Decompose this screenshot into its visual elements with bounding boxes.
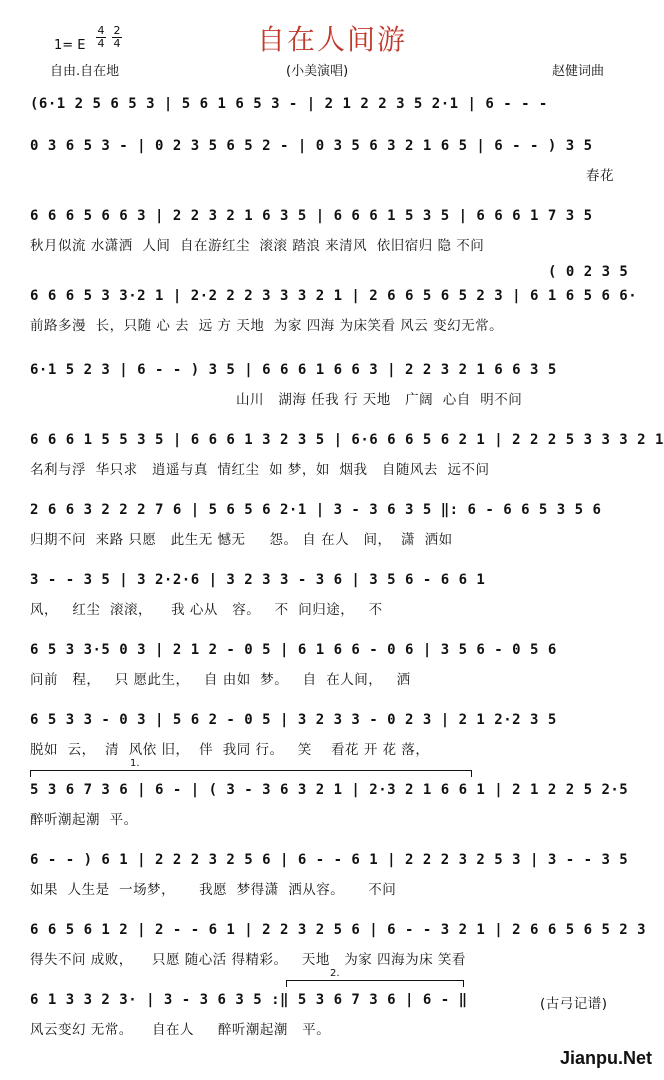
notation-row: 6 6 6 5 3 3·2 1 | 2·2 2 2 3 3 3 2 1 | 2 6 6 5 6 5 2 3 | 6 1 6 5 6 6· [30, 288, 638, 304]
lyric-row: 秋月似流 水潇洒 人间 自在游红尘 滚滚 踏浪 来清风 依旧宿归 隐 不问 [30, 238, 485, 254]
notation-row: 6 6 5 6 1 2 | 2 - - 6 1 | 2 2 3 2 5 6 | 6 - - 3 2 1 | 2 6 6 5 6 5 2 3 [30, 922, 647, 938]
time-a-num: 4 [97, 24, 105, 37]
time-a-den: 4 [97, 37, 105, 50]
watermark: Jianpu.Net [559, 1048, 652, 1068]
time-b-num: 2 [113, 24, 121, 37]
notation-row: 6 5 3 3·5 0 3 | 2 1 2 - 0 5 | 6 1 6 6 - 0 6 | 3 5 6 - 0 5 6 [30, 642, 557, 658]
notation-row: 6 - - ) 6 1 | 2 2 2 3 2 5 6 | 6 - - 6 1 | 2 2 2 3 2 5 3 | 3 - - 3 5 [30, 852, 629, 868]
lyric-row: 山川 湖海 任我 行 天地 广阔 心自 明不问 [236, 392, 523, 408]
notation-row: 0 3 6 5 3 - | 0 2 3 5 6 5 2 - | 0 3 5 6 3 2 1 6 5 | 6 - - ) 3 5 [30, 138, 593, 154]
lyric-row: 春花 [586, 168, 614, 184]
notation-row: 6 5 3 3 - 0 3 | 5 6 2 - 0 5 | 3 2 3 3 - 0 2 3 | 2 1 2·2 3 5 [30, 712, 557, 728]
lyric-row: 问前 程， 只 愿此生， 自 由如 梦。 自 在人间， 洒 [30, 672, 411, 688]
notation-row: 6 1 3 3 2 3· | 3 - 3 6 3 5 :‖ 5 3 6 7 3 6 | 6 - ‖ [30, 992, 468, 1008]
time-signature-b [112, 26, 122, 49]
lyric-row: 得失不问 成败， 只愿 随心活 得精彩。 天地 为家 四海为床 笑看 [30, 952, 466, 968]
volta-number: 2. [330, 968, 340, 979]
lyric-row: 归期不问 来路 只愿 此生无 憾无 怨。 自 在人 间， 潇 洒如 [30, 532, 453, 548]
notation-row: 6·1 5 2 3 | 6 - - ) 3 5 | 6 6 6 1 6 6 3 | 2 2 3 2 1 6 6 3 5 [30, 362, 557, 378]
time-signature-a [96, 26, 106, 49]
notation-row: 2 6 6 3 2 2 2 7 6 | 5 6 5 6 2·1 | 3 - 3 6 3 5 ‖: 6 - 6 6 5 3 5 6 [30, 502, 602, 518]
volta-bracket [286, 980, 464, 987]
lyric-row: 如果 人生是 一场梦， 我愿 梦得潇 洒从容。 不问 [30, 882, 397, 898]
notation-row: (6·1 2 5 6 5 3 | 5 6 1 6 5 3 - | 2 1 2 2 3 5 2·1 | 6 - - - [30, 96, 548, 112]
notation-row: 6 6 6 5 6 6 3 | 2 2 3 2 1 6 3 5 | 6 6 6 1 5 3 5 | 6 6 6 1 7 3 5 [30, 208, 593, 224]
lyric-row: 脱如 云， 清 风依 旧， 伴 我同 行。 笑 看花 开 花 落， [30, 742, 430, 758]
time-b-den: 4 [113, 37, 121, 50]
lyric-row: 名利与浮 华只求 逍遥与真 情红尘 如 梦，如 烟我 自随风去 远不问 [30, 462, 490, 478]
composer-credit: 赵健词曲 [552, 64, 605, 79]
lyric-row: 醉听潮起潮 平。 [30, 812, 138, 828]
page-title: 自在人间游 [256, 23, 407, 56]
pickup-notes: ( 0 2 3 5 [548, 264, 629, 280]
lyric-row: 风云变幻 无常。 自在人 醉听潮起潮 平。 [30, 1022, 331, 1038]
transcriber-note: (古弓记谱) [540, 996, 608, 1012]
notation-row: 5 3 6 7 3 6 | 6 - | ( 3 - 3 6 3 2 1 | 2·3 2 1 6 6 1 | 2 1 2 2 5 2·5 [30, 782, 629, 798]
notation-row: 3 - - 3 5 | 3 2·2·6 | 3 2 3 3 - 3 6 | 3 5 6 - 6 6 1 [30, 572, 486, 588]
notation-row: 6 6 6 1 5 5 3 5 | 6 6 6 1 3 2 3 5 | 6·6 6 6 5 6 2 1 | 2 2 2 5 3 3 3 2 1 [30, 432, 664, 448]
tempo-marking: 自由.自在地 [50, 64, 120, 79]
lyric-row: 风， 红尘 滚滚， 我 心从 容。 不 问归途， 不 [30, 602, 383, 618]
volta-bracket [30, 770, 472, 777]
singer-credit: (小美演唱) [286, 64, 349, 79]
key-signature: 1= E [54, 38, 86, 53]
lyric-row: 前路多漫 长，只随 心 去 远 方 天地 为家 四海 为床笑看 风云 变幻无常。 [30, 318, 504, 334]
volta-number: 1. [130, 758, 140, 769]
